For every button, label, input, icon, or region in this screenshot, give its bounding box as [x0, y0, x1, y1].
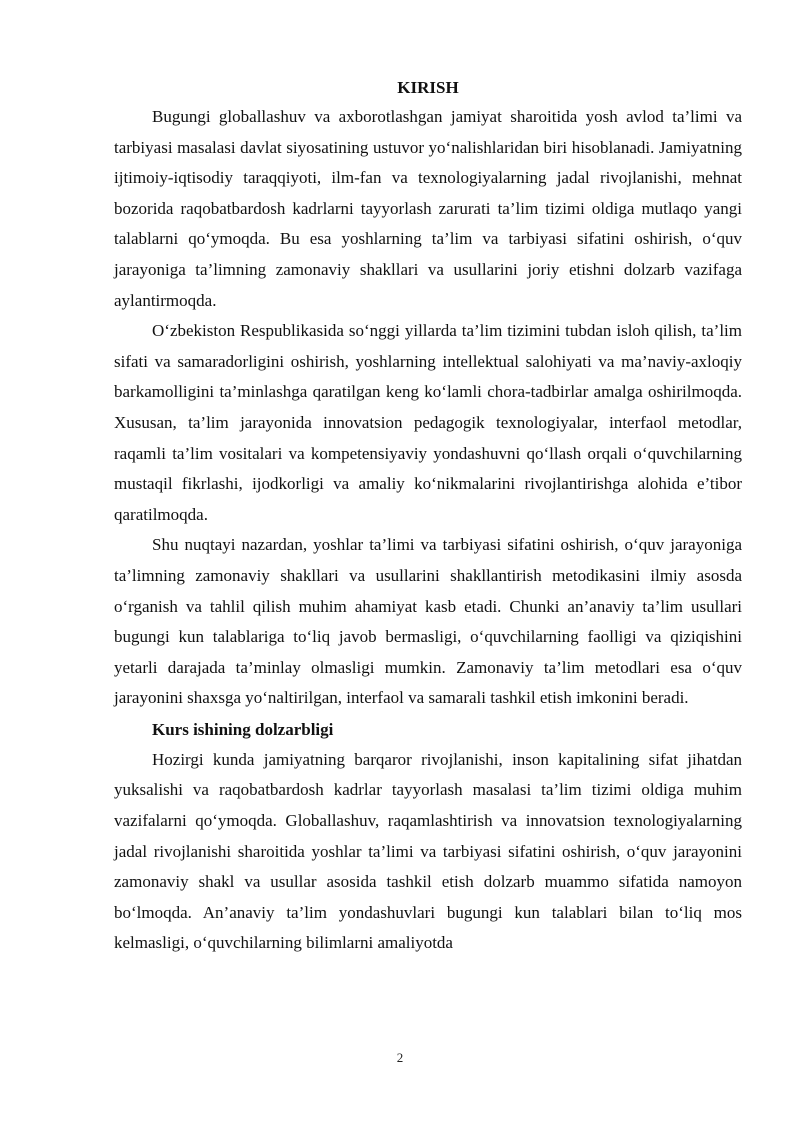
subheading-relevance: Kurs ishining dolzarbligi: [152, 719, 334, 739]
section-title: KIRISH: [397, 78, 459, 97]
paragraph-2: O‘zbekiston Respublikasida so‘nggi yillarda ta’lim tizimini tubdan isloh qilish, ta’lim sifati va samaradorligini oshirish, yoshlarning intellektual salohiyati va ma’naviy-axloqiy barkamolligini ta’minlashga qaratilgan keng ko‘lamli chora-tadbirlar amalga oshirilmoqda. Xususan, ta’lim jarayonida innovatsion pedagogik texnologiyalar, interfaol metodlar, raqamli ta’lim vositalari va kompetensiyaviy yondashuvni qo‘llash orqali o‘quvchilarning mustaqil fikrlashi, ijodkorligi va amaliy ko‘nikmalarini rivojlantirishga alohida e’tibor qaratilmoqda.: [114, 321, 742, 524]
page-number: 2: [396, 1050, 404, 1065]
document-page: [114, 74, 742, 959]
paragraph-3: Shu nuqtayi nazardan, yoshlar ta’limi va tarbiyasi sifatini oshirish, o‘quv jarayoniga ta’limning zamonaviy shakllari va usullarini shakllantirish metodikasini ilmiy asosda o‘rganish va tahlil qilish muhim ahamiyat kasb etadi. Chunki an’anaviy ta’lim usullari bugungi kun talablariga to‘liq javob bermasligi, o‘quvchilarning faolligi va qiziqishini yetarli darajada ta’minlay olmasligi mumkin. Zamonaviy ta’lim metodlari esa o‘quv jarayonini shaxsga yo‘naltirilgan, interfaol va samarali tashkil etish imkonini beradi.: [114, 535, 742, 708]
paragraph-1: Bugungi globallashuv va axborotlashgan jamiyat sharoitida yosh avlod ta’limi va tarbiyasi masalasi davlat siyosatining ustuvor yo‘nalishlaridan biri hisoblanadi. Jamiyatning ijtimoiy-iqtisodiy taraqqiyoti, ilm-fan va texnologiyalarning jadal rivojlanishi, mehnat bozorida raqobatbardosh kadrlarni tayyorlash zarurati ta’lim tizimi oldiga mutlaqo yangi talablarni qo‘ymoqda. Bu esa yoshlarning ta’lim va tarbiyasi sifatini oshirish, o‘quv jarayoniga ta’limning zamonaviy shakllari va usullarini joriy etishni dolzarb vazifaga aylantirmoqda.: [114, 107, 742, 310]
paragraph-4: Hozirgi kunda jamiyatning barqaror rivojlanishi, inson kapitalining sifat jihatdan yuksalishi va raqobatbardosh kadrlar tayyorlash masalasi ta’lim tizimi oldiga muhim vazifalarni qo‘ymoqda. Globallashuv, raqamlashtirish va innovatsion texnologiyalarning jadal rivojlanishi sharoitida yoshlar ta’limi va tarbiyasi sifatini oshirish, o‘quv jarayonini zamonaviy shakl va usullar asosida tashkil etish dolzarb muammo sifatida namoyon bo‘lmoqda. An’anaviy ta’lim yondashuvlari bugungi kun talablari bilan to‘liq mos kelmasligi, o‘quvchilarning bilimlarni amaliyotda: [114, 749, 742, 953]
